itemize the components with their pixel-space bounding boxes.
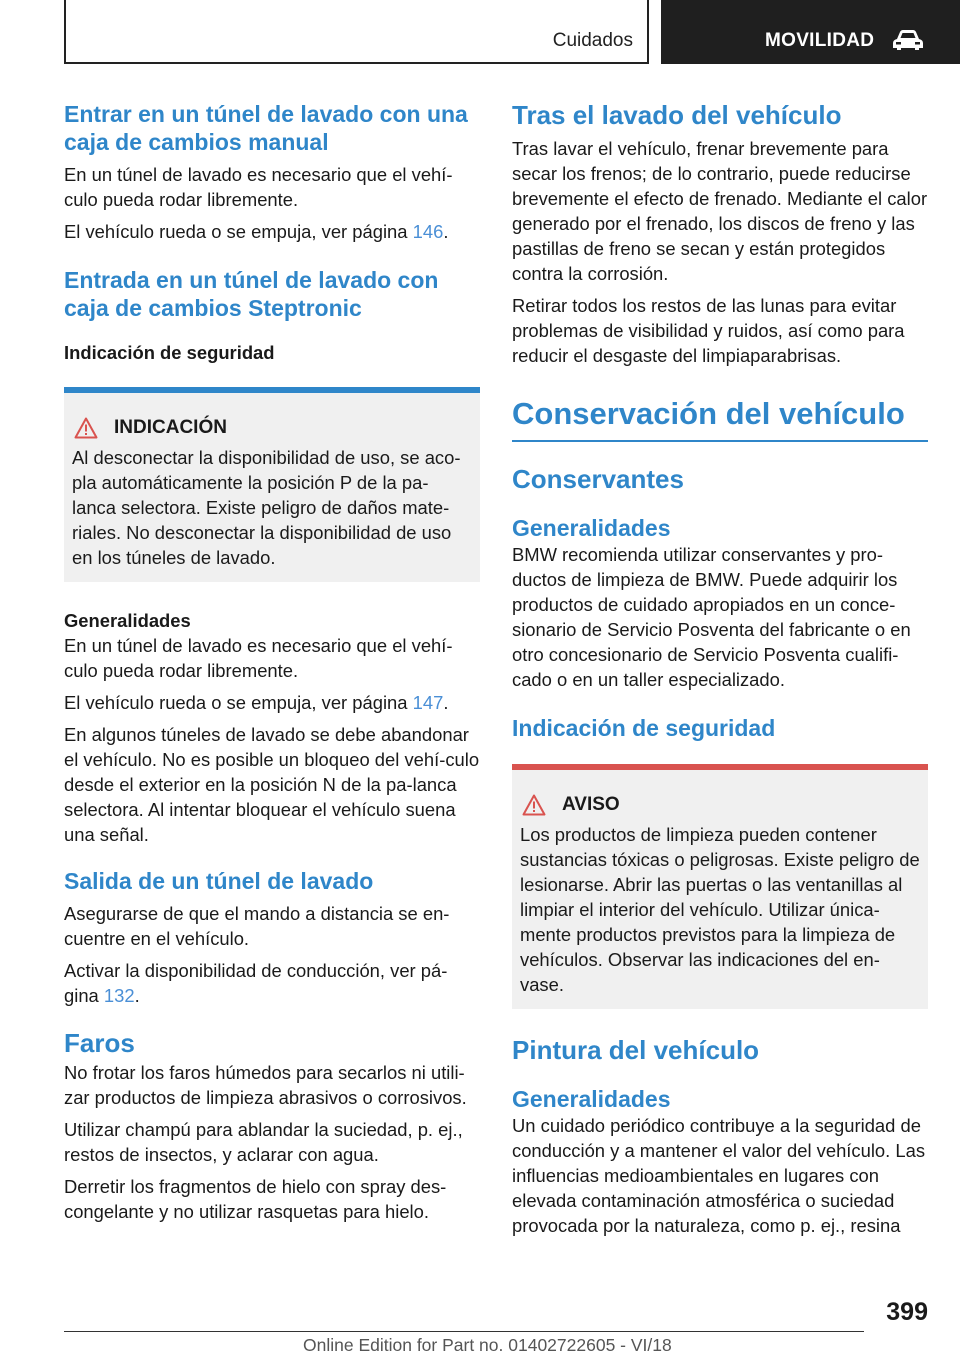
paragraph: Activar la disponibilidad de conducción, ver pá-gina 132. [64, 960, 448, 1006]
paragraph: En un túnel de lavado es necesario que el vehí-culo pueda rodar libremente. [64, 164, 453, 210]
section-title-manual: Entrar en un túnel de lavado con una caja de cambios manual [64, 101, 468, 155]
warning-box [512, 764, 928, 1009]
subheading-safety: Indicación de seguridad [64, 342, 275, 363]
header-chapter-title: MOVILIDAD [765, 30, 875, 51]
subheading-general: Generalidades [512, 1086, 671, 1112]
page-number: 399 [886, 1298, 928, 1326]
note-box [64, 387, 480, 582]
header-section-title: Cuidados [552, 30, 633, 51]
note-text: Al desconectar la disponibilidad de uso, se aco-pla automáticamente la posición P de la pa-lanca selectora. Existe peligro de daños mate-riales. No desconectar la disponibilidad de uso en los túneles de lavado. [72, 447, 461, 568]
page-link-146[interactable]: 146 [412, 221, 444, 242]
note-title: INDICACIÓN [72, 415, 472, 441]
paragraph: No frotar los faros húmedos para secarlos ni utili-zar productos de limpieza abrasivos o corrosivos. [64, 1062, 467, 1108]
subheading-general: Generalidades [64, 610, 191, 631]
paragraph: En algunos túneles de lavado se debe abandonar el vehículo. No es posible un bloqueo del vehí-culo desde el exterior en la posición N de la pa-lanca selectora. Al intentar bloquear el vehículo suena una señal. [64, 724, 480, 845]
warning-icon [74, 417, 98, 439]
warning-title: AVISO [520, 792, 920, 818]
section-title-steptronic: Entrada en un túnel de lavado con caja de cambios Steptronic [64, 267, 439, 321]
section-title-headlights: Faros [64, 1028, 135, 1058]
paragraph: Tras lavar el vehículo, frenar brevemente para secar los frenos; de lo contrario, puede reducirse brevemente el efecto de frenado. Mediante el calor generado por el frenado, los discos de freno y las pastillas de freno se secan y están protegidos contra la corrosión. [512, 138, 928, 284]
section-title-preservatives: Conservantes [512, 464, 684, 494]
footer-edition: Online Edition for Part no. 01402722605 - VI/18 [303, 1335, 672, 1355]
header-chapter-box [661, 0, 960, 64]
section-title-after-wash: Tras el lavado del vehículo [512, 100, 842, 130]
paragraph: Derretir los fragmentos de hielo con spray des-congelante y no utilizar rasquetas para hielo. [64, 1176, 447, 1222]
page-link-132[interactable]: 132 [103, 985, 135, 1006]
section-title-exit: Salida de un túnel de lavado [64, 868, 374, 894]
warning-icon [522, 794, 546, 816]
left-column [64, 100, 480, 1231]
subheading-general: Generalidades [512, 515, 671, 541]
paragraph: Un cuidado periódico contribuye a la seguridad de conducción y a mantener el valor del vehículo. Las influencias medioambientales en lugares con elevada contaminación atmosférica o suciedad provocada por la naturaleza, como p. ej., resina [512, 1115, 926, 1236]
footer-divider [64, 1331, 864, 1332]
paragraph: El vehículo rueda o se empuja, ver página 146. [64, 221, 449, 242]
section-title-paint: Pintura del vehículo [512, 1035, 760, 1065]
car-icon [891, 28, 925, 52]
chapter-title-care: Conservación del vehículo [512, 394, 928, 442]
paragraph: Utilizar champú para ablandar la suciedad, p. ej., restos de insectos, y aclarar con agua. [64, 1119, 463, 1165]
paragraph: BMW recomienda utilizar conservantes y pro-ductos de limpieza de BMW. Puede adquirir los productos de cuidado apropiados en un conce-sionario de Servicio Posventa del fabricante o en otro concesionario de Servicio Posventa cualifi-cado o en un taller especializado. [512, 544, 911, 690]
right-column [512, 100, 928, 1245]
paragraph: Asegurarse de que el mando a distancia se en-cuentre en el vehículo. [64, 903, 450, 949]
page-link-147[interactable]: 147 [412, 692, 444, 713]
warning-text: Los productos de limpieza pueden contener sustancias tóxicas o peligrosas. Existe peligro de lesionarse. Abrir las puertas o las ventanillas al limpiar el interior del vehículo. Utilizar única-mente productos previstos para la limpieza de vehículos. Observar las indicaciones del en-vase. [520, 824, 920, 995]
subheading-safety: Indicación de seguridad [512, 715, 776, 741]
paragraph: Retirar todos los restos de las lunas para evitar problemas de visibilidad y ruidos, así como para reducir el desgaste del limpiaparabrisas. [512, 295, 905, 366]
header-section-box [64, 0, 649, 64]
paragraph: En un túnel de lavado es necesario que el vehí-culo pueda rodar libremente. [64, 635, 453, 681]
paragraph: El vehículo rueda o se empuja, ver página 147. [64, 692, 449, 713]
